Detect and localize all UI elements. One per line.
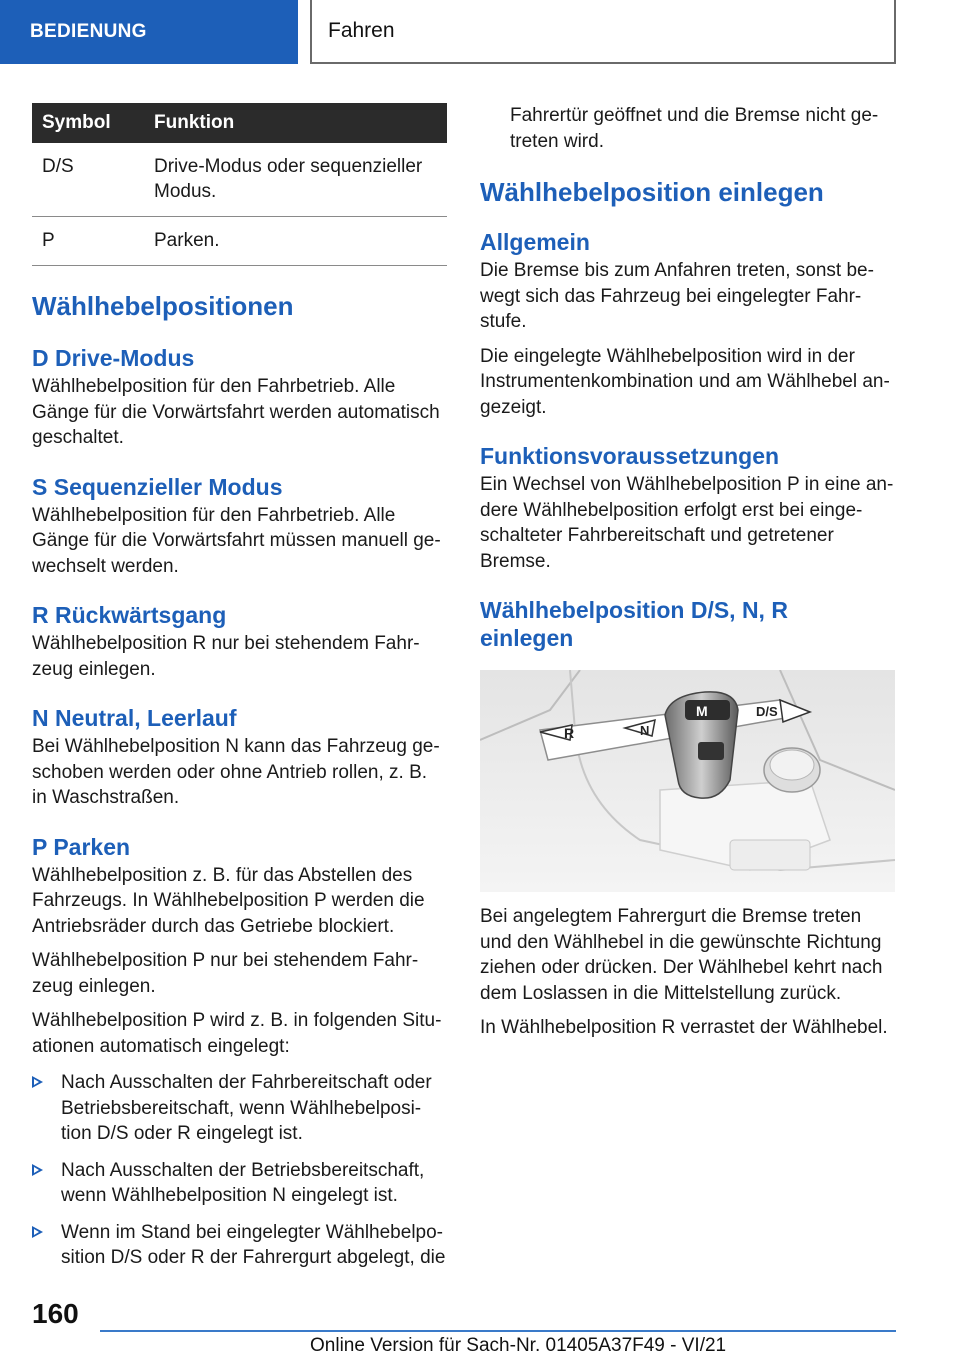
footer-divider — [100, 1330, 896, 1332]
heading-engage-ds-n-r: Wählhebelposition D/S, N, R einlegen — [480, 597, 788, 651]
continuation-text: Fahrertür geöffnet und die Bremse nicht ge-treten wird. — [510, 105, 879, 152]
triangle-bullet-icon — [32, 1076, 43, 1088]
park-text-2: Wählhebelposition P nur bei stehendem Fahr-zeug einlegen. — [32, 950, 419, 997]
auto-park-list — [32, 1070, 447, 1271]
drive-mode-text: Wählhebelposition für den Fahrbetrieb. Alle Gänge für die Vorwärtsfahrt werden automatisch geschaltet. — [32, 376, 440, 448]
symbol-table — [32, 103, 447, 266]
triangle-bullet-icon — [32, 1226, 43, 1238]
heading-selector-positions: Wählhebelpositionen — [32, 291, 294, 321]
table-header-row — [32, 103, 447, 143]
engage-text-1: Bei angelegtem Fahrergurt die Bremse treten und den Wählhebel in die gewünschte Richtung ziehen oder drücken. Der Wählhebel kehrt nach dem Loslassen in die Mittelstellung zurück. — [480, 906, 883, 1004]
heading-engage-position: Wählhebelposition einlegen — [480, 177, 824, 207]
list-item: Nach Ausschalten der Fahrbereitschaft oder Betriebsbereitschaft, wenn Wählhebelposi-tion D/S oder R eingelegt ist. — [32, 1070, 447, 1147]
reverse-text: Wählhebelposition R nur bei stehendem Fahr-zeug einlegen. — [32, 633, 420, 680]
label-r: R — [564, 725, 575, 741]
table-cell-symbol: D/S — [32, 143, 150, 217]
heading-sequential-mode: S Sequenzieller Modus — [32, 473, 283, 500]
park-text-1: Wählhebelposition z. B. für das Abstellen des Fahrzeugs. In Wählhebelposition P werden die Antriebsräder durch das Getriebe blockiert. — [32, 864, 425, 937]
label-ds: D/S — [756, 704, 778, 719]
heading-neutral: N Neutral, Leerlauf — [32, 705, 237, 731]
neutral-text: Bei Wählhebelposition N kann das Fahrzeug ge-schoben werden oder ohne Antrieb rollen, z. B. in Waschstraßen. — [32, 736, 440, 808]
logo-m: M — [696, 703, 708, 719]
section-tab: BEDIENUNG — [0, 0, 298, 64]
list-item: Wenn im Stand bei eingelegter Wählhebelpo-sition D/S oder R der Fahrergurt abgelegt, die — [32, 1220, 447, 1271]
heading-park: P Parken — [32, 833, 131, 860]
right-column — [480, 103, 895, 1041]
table-cell-function: Parken. — [150, 217, 447, 266]
general-text-1: Die Bremse bis zum Anfahren treten, sonst be-wegt sich das Fahrzeug bei eingelegter Fahr-stufe. — [480, 260, 874, 332]
heading-reverse: R Rückwärtsgang — [32, 602, 227, 628]
sequential-mode-text: Wählhebelposition für den Fahrbetrieb. Alle Gänge für die Vorwärtsfahrt müssen manuell ge-wechselt werden. — [32, 504, 441, 577]
footer-version: Online Version für Sach-Nr. 01405A37F49 - VI/21 — [310, 1335, 727, 1356]
table-header-symbol: Symbol — [32, 103, 150, 143]
table-cell-function: Drive-Modus oder sequenzieller Modus. — [150, 143, 447, 217]
table-row — [32, 217, 447, 266]
engage-text-2: In Wählhebelposition R verrastet der Wählhebel. — [480, 1017, 888, 1038]
heading-requirements: Funktionsvoraussetzungen — [480, 443, 780, 469]
triangle-bullet-icon — [32, 1164, 43, 1176]
chapter-tab: Fahren — [310, 0, 896, 64]
left-column — [32, 103, 447, 1282]
gear-selector-drawing — [480, 670, 895, 892]
general-text-2: Die eingelegte Wählhebelposition wird in der Instrumentenkombination und am Wählhebel an-gezeigt. — [480, 345, 890, 418]
heading-general: Allgemein — [480, 229, 590, 255]
table-header-function: Funktion — [150, 103, 447, 143]
list-item: Nach Ausschalten der Betriebsbereitschaft, wenn Wählhebelposition N eingelegt ist. — [32, 1158, 447, 1209]
table-row — [32, 143, 447, 217]
gear-selector-illustration — [480, 670, 895, 892]
park-text-3: Wählhebelposition P wird z. B. in folgenden Situ-ationen automatisch eingelegt: — [32, 1010, 442, 1057]
heading-drive-mode: D Drive-Modus — [32, 345, 195, 371]
requirements-text: Ein Wechsel von Wählhebelposition P in eine an-dere Wählhebelposition erfolgt erst bei einge-schalteter Fahrbereitschaft und getretener Bremse. — [480, 474, 894, 572]
label-n: N — [640, 723, 650, 738]
page-number: 160 — [32, 1298, 79, 1329]
table-cell-symbol: P — [32, 217, 150, 266]
